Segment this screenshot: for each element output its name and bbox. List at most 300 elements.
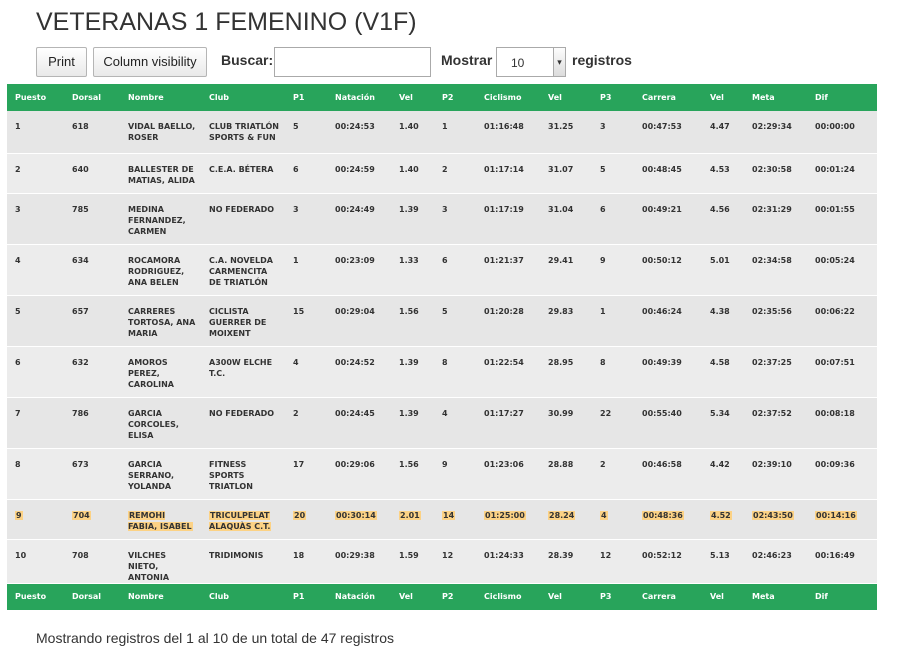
cell-ciclismo-text: 01:21:37 — [484, 255, 524, 265]
cell-p3-text: 8 — [600, 357, 606, 367]
cell-p2-text: 9 — [442, 459, 448, 469]
cell-carrera-text: 00:48:45 — [642, 164, 682, 174]
cell-ciclismo — [476, 295, 540, 346]
cell-vel-natacion-text: 2.01 — [400, 510, 420, 520]
cell-dorsal — [64, 397, 120, 448]
cell-vel-natacion-text: 1.40 — [399, 122, 419, 131]
cell-natacion-text: 00:24:49 — [335, 204, 375, 214]
cell-carrera — [634, 295, 702, 346]
col-footer-meta: Meta — [744, 583, 807, 610]
length-suffix-label: registros — [572, 52, 632, 68]
cell-vel-ciclismo-text: 31.07 — [548, 164, 574, 174]
cell-p2-text: 4 — [442, 408, 448, 418]
cell-p3 — [592, 111, 634, 153]
cell-vel-natacion-text: 1.39 — [399, 408, 419, 418]
cell-p2 — [434, 448, 476, 499]
cell-puesto-text: 2 — [15, 164, 21, 174]
cell-p2-text: 8 — [442, 357, 448, 367]
cell-p3-text: 2 — [600, 459, 606, 469]
cell-club — [201, 193, 285, 244]
cell-natacion — [327, 448, 391, 499]
cell-vel-natacion — [391, 397, 434, 448]
table-row[interactable] — [7, 244, 877, 295]
table-row[interactable] — [7, 346, 877, 397]
col-header-carrera[interactable]: Carrera — [634, 84, 702, 111]
cell-p3-text: 12 — [600, 550, 612, 560]
cell-meta — [744, 153, 807, 193]
cell-p1-text: 17 — [293, 459, 305, 469]
cell-puesto — [7, 346, 64, 397]
cell-club — [201, 397, 285, 448]
cell-p3 — [592, 539, 634, 583]
table-row[interactable] — [7, 295, 877, 346]
cell-natacion — [327, 295, 391, 346]
cell-ciclismo — [476, 111, 540, 153]
cell-ciclismo — [476, 153, 540, 193]
col-header-nombre[interactable]: Nombre — [120, 84, 201, 111]
cell-club — [201, 346, 285, 397]
cell-puesto-text: 8 — [15, 459, 21, 469]
cell-dorsal-text: 785 — [72, 204, 89, 214]
cell-ciclismo-text: 01:20:28 — [484, 306, 524, 316]
col-header-puesto[interactable]: Puesto — [7, 84, 64, 111]
print-button[interactable]: Print — [36, 47, 87, 77]
page-length-select[interactable] — [496, 47, 566, 77]
cell-p2 — [434, 111, 476, 153]
col-footer-p3: P3 — [592, 583, 634, 610]
cell-vel-carrera-text: 4.38 — [710, 306, 730, 316]
cell-ciclismo — [476, 193, 540, 244]
table-row[interactable] — [7, 448, 877, 499]
cell-p3 — [592, 397, 634, 448]
cell-p1-text: 5 — [293, 122, 299, 131]
cell-dorsal — [64, 346, 120, 397]
cell-p3 — [592, 346, 634, 397]
cell-p3-text: 5 — [600, 164, 606, 174]
cell-vel-carrera — [702, 244, 744, 295]
cell-natacion-text: 00:23:09 — [335, 255, 375, 265]
cell-nombre — [120, 295, 201, 346]
cell-dorsal — [64, 448, 120, 499]
results-table — [7, 84, 877, 610]
cell-vel-natacion-text: 1.59 — [399, 550, 419, 560]
cell-p3 — [592, 193, 634, 244]
cell-vel-ciclismo — [540, 244, 592, 295]
cell-natacion-text: 00:30:14 — [336, 510, 376, 520]
cell-club-text: CLUB TRIATLÓN SPORTS & FUN — [209, 122, 279, 142]
cell-meta-text: 02:43:50 — [753, 510, 793, 520]
cell-meta — [744, 448, 807, 499]
cell-club-text: A300W ELCHE T.C. — [209, 357, 273, 378]
cell-dif-text: 00:07:51 — [815, 357, 855, 367]
cell-p1-text: 3 — [293, 204, 299, 214]
cell-vel-carrera — [702, 397, 744, 448]
cell-dorsal-text: 618 — [72, 122, 89, 131]
table-row[interactable] — [7, 193, 877, 244]
cell-carrera — [634, 346, 702, 397]
cell-p1 — [285, 193, 327, 244]
cell-vel-ciclismo — [540, 346, 592, 397]
col-header-ciclismo[interactable]: Ciclismo — [476, 84, 540, 111]
cell-club-text: TRIDIMONIS — [209, 550, 264, 560]
cell-meta-text: 02:34:58 — [752, 255, 792, 265]
cell-vel-natacion — [391, 539, 434, 583]
cell-vel-natacion-text: 1.40 — [399, 164, 419, 174]
cell-ciclismo — [476, 244, 540, 295]
cell-club — [201, 111, 285, 153]
cell-p1 — [285, 295, 327, 346]
cell-ciclismo-text: 01:17:14 — [484, 164, 524, 174]
cell-vel-carrera-text: 4.52 — [711, 510, 731, 520]
col-header-p3[interactable]: P3 — [592, 84, 634, 111]
cell-carrera — [634, 539, 702, 583]
cell-nombre — [120, 244, 201, 295]
cell-p2 — [434, 295, 476, 346]
cell-p2 — [434, 539, 476, 583]
cell-carrera-text: 00:49:39 — [642, 357, 682, 367]
cell-nombre-text: MEDINA FERNANDEZ, CARMEN — [128, 204, 186, 236]
cell-vel-carrera — [702, 153, 744, 193]
cell-dorsal-text: 673 — [72, 459, 89, 469]
cell-p3-text: 9 — [600, 255, 606, 265]
cell-meta — [744, 346, 807, 397]
col-footer-vel-natacion: Vel — [391, 583, 434, 610]
cell-puesto-text: 5 — [15, 306, 21, 316]
cell-dorsal-text: 634 — [72, 255, 89, 265]
cell-ciclismo — [476, 539, 540, 583]
cell-nombre-text: VILCHES NIETO, ANTONIA — [128, 550, 170, 582]
cell-nombre — [120, 346, 201, 397]
cell-vel-ciclismo — [540, 193, 592, 244]
cell-p1-text: 4 — [293, 357, 299, 367]
cell-dorsal-text: 640 — [72, 164, 89, 174]
cell-p1 — [285, 499, 327, 539]
cell-carrera — [634, 244, 702, 295]
cell-vel-carrera-text: 4.42 — [710, 459, 730, 469]
col-header-natacion[interactable]: Natación — [327, 84, 391, 111]
cell-meta — [744, 111, 807, 153]
cell-carrera — [634, 397, 702, 448]
cell-dorsal-text: 657 — [72, 306, 89, 316]
cell-dif — [807, 448, 877, 499]
cell-p2-text: 2 — [442, 164, 448, 174]
cell-p1 — [285, 448, 327, 499]
cell-puesto-text: 1 — [15, 122, 21, 131]
cell-meta — [744, 539, 807, 583]
col-header-club[interactable]: Club — [201, 84, 285, 111]
cell-p1 — [285, 244, 327, 295]
cell-p2-text: 12 — [442, 550, 454, 560]
cell-carrera-text: 00:50:12 — [642, 255, 682, 265]
cell-vel-natacion-text: 1.56 — [399, 459, 419, 469]
cell-p3 — [592, 499, 634, 539]
cell-club-text: TRICULPELAT ALAQUÀS C.T. — [209, 510, 271, 531]
column-visibility-button[interactable]: Column visibility — [93, 47, 207, 77]
page-length-value: 10 — [511, 56, 525, 70]
cell-p2 — [434, 397, 476, 448]
cell-natacion-text: 00:29:06 — [335, 459, 375, 469]
cell-carrera-text: 00:46:24 — [642, 306, 682, 316]
cell-carrera — [634, 499, 702, 539]
cell-natacion — [327, 539, 391, 583]
cell-meta-text: 02:35:56 — [752, 306, 792, 316]
cell-vel-carrera — [702, 448, 744, 499]
cell-club-text: CICLISTA GUERRER DE MOIXENT — [209, 306, 267, 338]
cell-nombre-text: GARCIA CORCOLES, ELISA — [128, 408, 179, 440]
cell-vel-carrera-text: 4.56 — [710, 204, 730, 214]
cell-vel-ciclismo — [540, 295, 592, 346]
cell-dorsal-text: 704 — [73, 510, 90, 520]
cell-p1-text: 20 — [294, 510, 306, 520]
cell-vel-carrera-text: 5.34 — [710, 408, 730, 418]
cell-p3 — [592, 448, 634, 499]
cell-vel-natacion — [391, 111, 434, 153]
cell-nombre — [120, 153, 201, 193]
col-header-p2[interactable]: P2 — [434, 84, 476, 111]
cell-dif-text: 00:16:49 — [815, 550, 855, 560]
cell-nombre — [120, 397, 201, 448]
cell-carrera — [634, 448, 702, 499]
cell-dorsal — [64, 295, 120, 346]
cell-vel-carrera-text: 5.13 — [710, 550, 730, 560]
cell-p2-text: 6 — [442, 255, 448, 265]
cell-dif — [807, 111, 877, 153]
cell-puesto — [7, 539, 64, 583]
cell-p1-text: 15 — [293, 306, 305, 316]
cell-dif — [807, 244, 877, 295]
col-footer-p2: P2 — [434, 583, 476, 610]
cell-vel-natacion-text: 1.33 — [399, 255, 419, 265]
cell-nombre-text: VIDAL BAELLO, ROSER — [128, 122, 196, 142]
cell-dorsal — [64, 244, 120, 295]
cell-p3-text: 6 — [600, 204, 606, 214]
table-header-row — [7, 84, 877, 111]
cell-club-text: NO FEDERADO — [209, 408, 275, 418]
cell-dif — [807, 397, 877, 448]
cell-puesto — [7, 244, 64, 295]
cell-dif-text: 00:08:18 — [815, 408, 855, 418]
cell-puesto-text: 9 — [16, 510, 22, 520]
cell-meta-text: 02:30:58 — [752, 164, 792, 174]
cell-club-text: NO FEDERADO — [209, 204, 275, 214]
cell-p1-text: 6 — [293, 164, 299, 174]
cell-natacion — [327, 346, 391, 397]
search-label: Buscar: — [221, 52, 274, 68]
cell-puesto-text: 3 — [15, 204, 21, 214]
cell-dorsal — [64, 499, 120, 539]
cell-dif-text: 00:09:36 — [815, 459, 855, 469]
table-row[interactable] — [7, 499, 877, 539]
cell-dorsal-text: 632 — [72, 357, 89, 367]
cell-meta — [744, 295, 807, 346]
cell-p2 — [434, 346, 476, 397]
table-row[interactable] — [7, 539, 877, 583]
cell-vel-carrera-text: 4.58 — [710, 357, 730, 367]
col-header-vel-ciclismo[interactable]: Vel — [540, 84, 592, 111]
cell-club — [201, 448, 285, 499]
cell-dif — [807, 193, 877, 244]
col-footer-club: Club — [201, 583, 285, 610]
cell-natacion — [327, 244, 391, 295]
cell-nombre-text: BALLESTER DE MATIAS, ALIDA — [128, 164, 195, 185]
cell-ciclismo-text: 01:22:54 — [484, 357, 524, 367]
cell-p3-text: 1 — [600, 306, 606, 316]
cell-vel-natacion-text: 1.39 — [399, 204, 419, 214]
cell-dorsal-text: 786 — [72, 408, 89, 418]
cell-meta-text: 02:46:23 — [752, 550, 792, 560]
col-header-p1[interactable]: P1 — [285, 84, 327, 111]
cell-p1 — [285, 111, 327, 153]
cell-meta-text: 02:37:52 — [752, 408, 792, 418]
cell-carrera-text: 00:48:36 — [643, 510, 683, 520]
cell-vel-ciclismo-text: 31.04 — [548, 204, 574, 214]
col-footer-carrera: Carrera — [634, 583, 702, 610]
search-input[interactable] — [274, 47, 431, 77]
col-footer-ciclismo: Ciclismo — [476, 583, 540, 610]
cell-meta — [744, 193, 807, 244]
cell-nombre-text: AMOROS PEREZ, CAROLINA — [128, 357, 174, 389]
cell-natacion — [327, 397, 391, 448]
cell-p2 — [434, 499, 476, 539]
cell-vel-ciclismo-text: 28.39 — [548, 550, 574, 560]
cell-ciclismo — [476, 499, 540, 539]
cell-ciclismo-text: 01:24:33 — [484, 550, 524, 560]
cell-dorsal — [64, 193, 120, 244]
table-row[interactable] — [7, 111, 877, 153]
cell-p3-text: 3 — [600, 122, 606, 131]
cell-ciclismo-text: 01:23:06 — [484, 459, 524, 469]
table-row[interactable] — [7, 397, 877, 448]
cell-meta — [744, 499, 807, 539]
cell-nombre-text: GARCIA SERRANO, YOLANDA — [128, 459, 175, 491]
cell-p3 — [592, 244, 634, 295]
cell-vel-natacion — [391, 295, 434, 346]
length-prefix-label: Mostrar — [441, 52, 493, 68]
cell-natacion-text: 00:24:52 — [335, 357, 375, 367]
cell-carrera — [634, 111, 702, 153]
cell-vel-ciclismo-text: 28.24 — [549, 510, 575, 520]
cell-vel-carrera-text: 4.47 — [710, 122, 730, 131]
cell-nombre — [120, 539, 201, 583]
cell-carrera-text: 00:47:53 — [642, 122, 682, 131]
cell-puesto — [7, 499, 64, 539]
cell-carrera-text: 00:46:58 — [642, 459, 682, 469]
cell-meta — [744, 244, 807, 295]
cell-dif — [807, 539, 877, 583]
cell-vel-natacion-text: 1.56 — [399, 306, 419, 316]
col-footer-dorsal: Dorsal — [64, 583, 120, 610]
cell-p2-text: 14 — [443, 510, 455, 520]
cell-dif-text: 00:00:00 — [815, 122, 855, 131]
cell-puesto-text: 10 — [15, 550, 27, 560]
col-header-dorsal[interactable]: Dorsal — [64, 84, 120, 111]
cell-dif-text: 00:01:55 — [815, 204, 855, 214]
cell-puesto — [7, 448, 64, 499]
cell-vel-natacion-text: 1.39 — [399, 357, 419, 367]
cell-nombre — [120, 448, 201, 499]
cell-ciclismo-text: 01:25:00 — [485, 510, 525, 520]
cell-nombre — [120, 111, 201, 153]
cell-dif — [807, 153, 877, 193]
cell-vel-ciclismo — [540, 499, 592, 539]
cell-puesto-text: 7 — [15, 408, 21, 418]
cell-p1-text: 2 — [293, 408, 299, 418]
cell-nombre-text: CARRERES TORTOSA, ANA MARIA — [128, 306, 196, 338]
cell-vel-ciclismo — [540, 153, 592, 193]
cell-p1 — [285, 397, 327, 448]
cell-natacion — [327, 499, 391, 539]
cell-meta — [744, 397, 807, 448]
cell-carrera-text: 00:52:12 — [642, 550, 682, 560]
cell-natacion-text: 00:24:59 — [335, 164, 375, 174]
cell-ciclismo — [476, 448, 540, 499]
cell-dorsal — [64, 539, 120, 583]
cell-vel-ciclismo-text: 28.95 — [548, 357, 574, 367]
cell-vel-carrera — [702, 346, 744, 397]
cell-vel-ciclismo — [540, 539, 592, 583]
cell-p1-text: 1 — [293, 255, 299, 265]
cell-puesto-text: 6 — [15, 357, 21, 367]
col-footer-dif: Dif — [807, 583, 877, 610]
cell-vel-ciclismo — [540, 448, 592, 499]
cell-club — [201, 244, 285, 295]
col-header-vel-natacion[interactable]: Vel — [391, 84, 434, 111]
col-header-vel-carrera[interactable]: Vel — [702, 84, 744, 111]
cell-ciclismo-text: 01:17:19 — [484, 204, 524, 214]
col-footer-vel-ciclismo: Vel — [540, 583, 592, 610]
cell-vel-carrera — [702, 499, 744, 539]
cell-natacion — [327, 111, 391, 153]
cell-natacion — [327, 153, 391, 193]
cell-vel-ciclismo-text: 29.83 — [548, 306, 574, 316]
cell-p3 — [592, 153, 634, 193]
cell-natacion-text: 00:29:38 — [335, 550, 375, 560]
cell-meta-text: 02:37:25 — [752, 357, 792, 367]
cell-p2 — [434, 244, 476, 295]
cell-p3-text: 22 — [600, 408, 612, 418]
cell-p1 — [285, 539, 327, 583]
cell-vel-ciclismo-text: 30.99 — [548, 408, 574, 418]
cell-dif — [807, 295, 877, 346]
cell-dorsal — [64, 111, 120, 153]
cell-club-text: FITNESS SPORTS TRIATLON — [209, 459, 253, 491]
col-header-meta[interactable]: Meta — [744, 84, 807, 111]
col-footer-nombre: Nombre — [120, 583, 201, 610]
cell-vel-carrera — [702, 539, 744, 583]
cell-ciclismo — [476, 346, 540, 397]
cell-vel-carrera — [702, 111, 744, 153]
cell-vel-ciclismo-text: 29.41 — [548, 255, 574, 265]
cell-dif-text: 00:14:16 — [816, 510, 856, 520]
cell-carrera — [634, 193, 702, 244]
cell-vel-carrera — [702, 295, 744, 346]
cell-ciclismo — [476, 397, 540, 448]
cell-puesto-text: 4 — [15, 255, 21, 265]
cell-dorsal-text: 708 — [72, 550, 89, 560]
cell-club-text: C.A. NOVELDA CARMENCITA DE TRIATLÓN — [209, 255, 273, 287]
cell-vel-ciclismo — [540, 397, 592, 448]
table-row[interactable] — [7, 153, 877, 193]
cell-p2-text: 3 — [442, 204, 448, 214]
cell-vel-natacion — [391, 499, 434, 539]
col-footer-natacion: Natación — [327, 583, 391, 610]
cell-dif — [807, 499, 877, 539]
col-header-dif[interactable]: Dif — [807, 84, 877, 111]
cell-puesto — [7, 295, 64, 346]
cell-ciclismo-text: 01:16:48 — [484, 122, 524, 131]
col-footer-p1: P1 — [285, 583, 327, 610]
cell-vel-natacion — [391, 153, 434, 193]
